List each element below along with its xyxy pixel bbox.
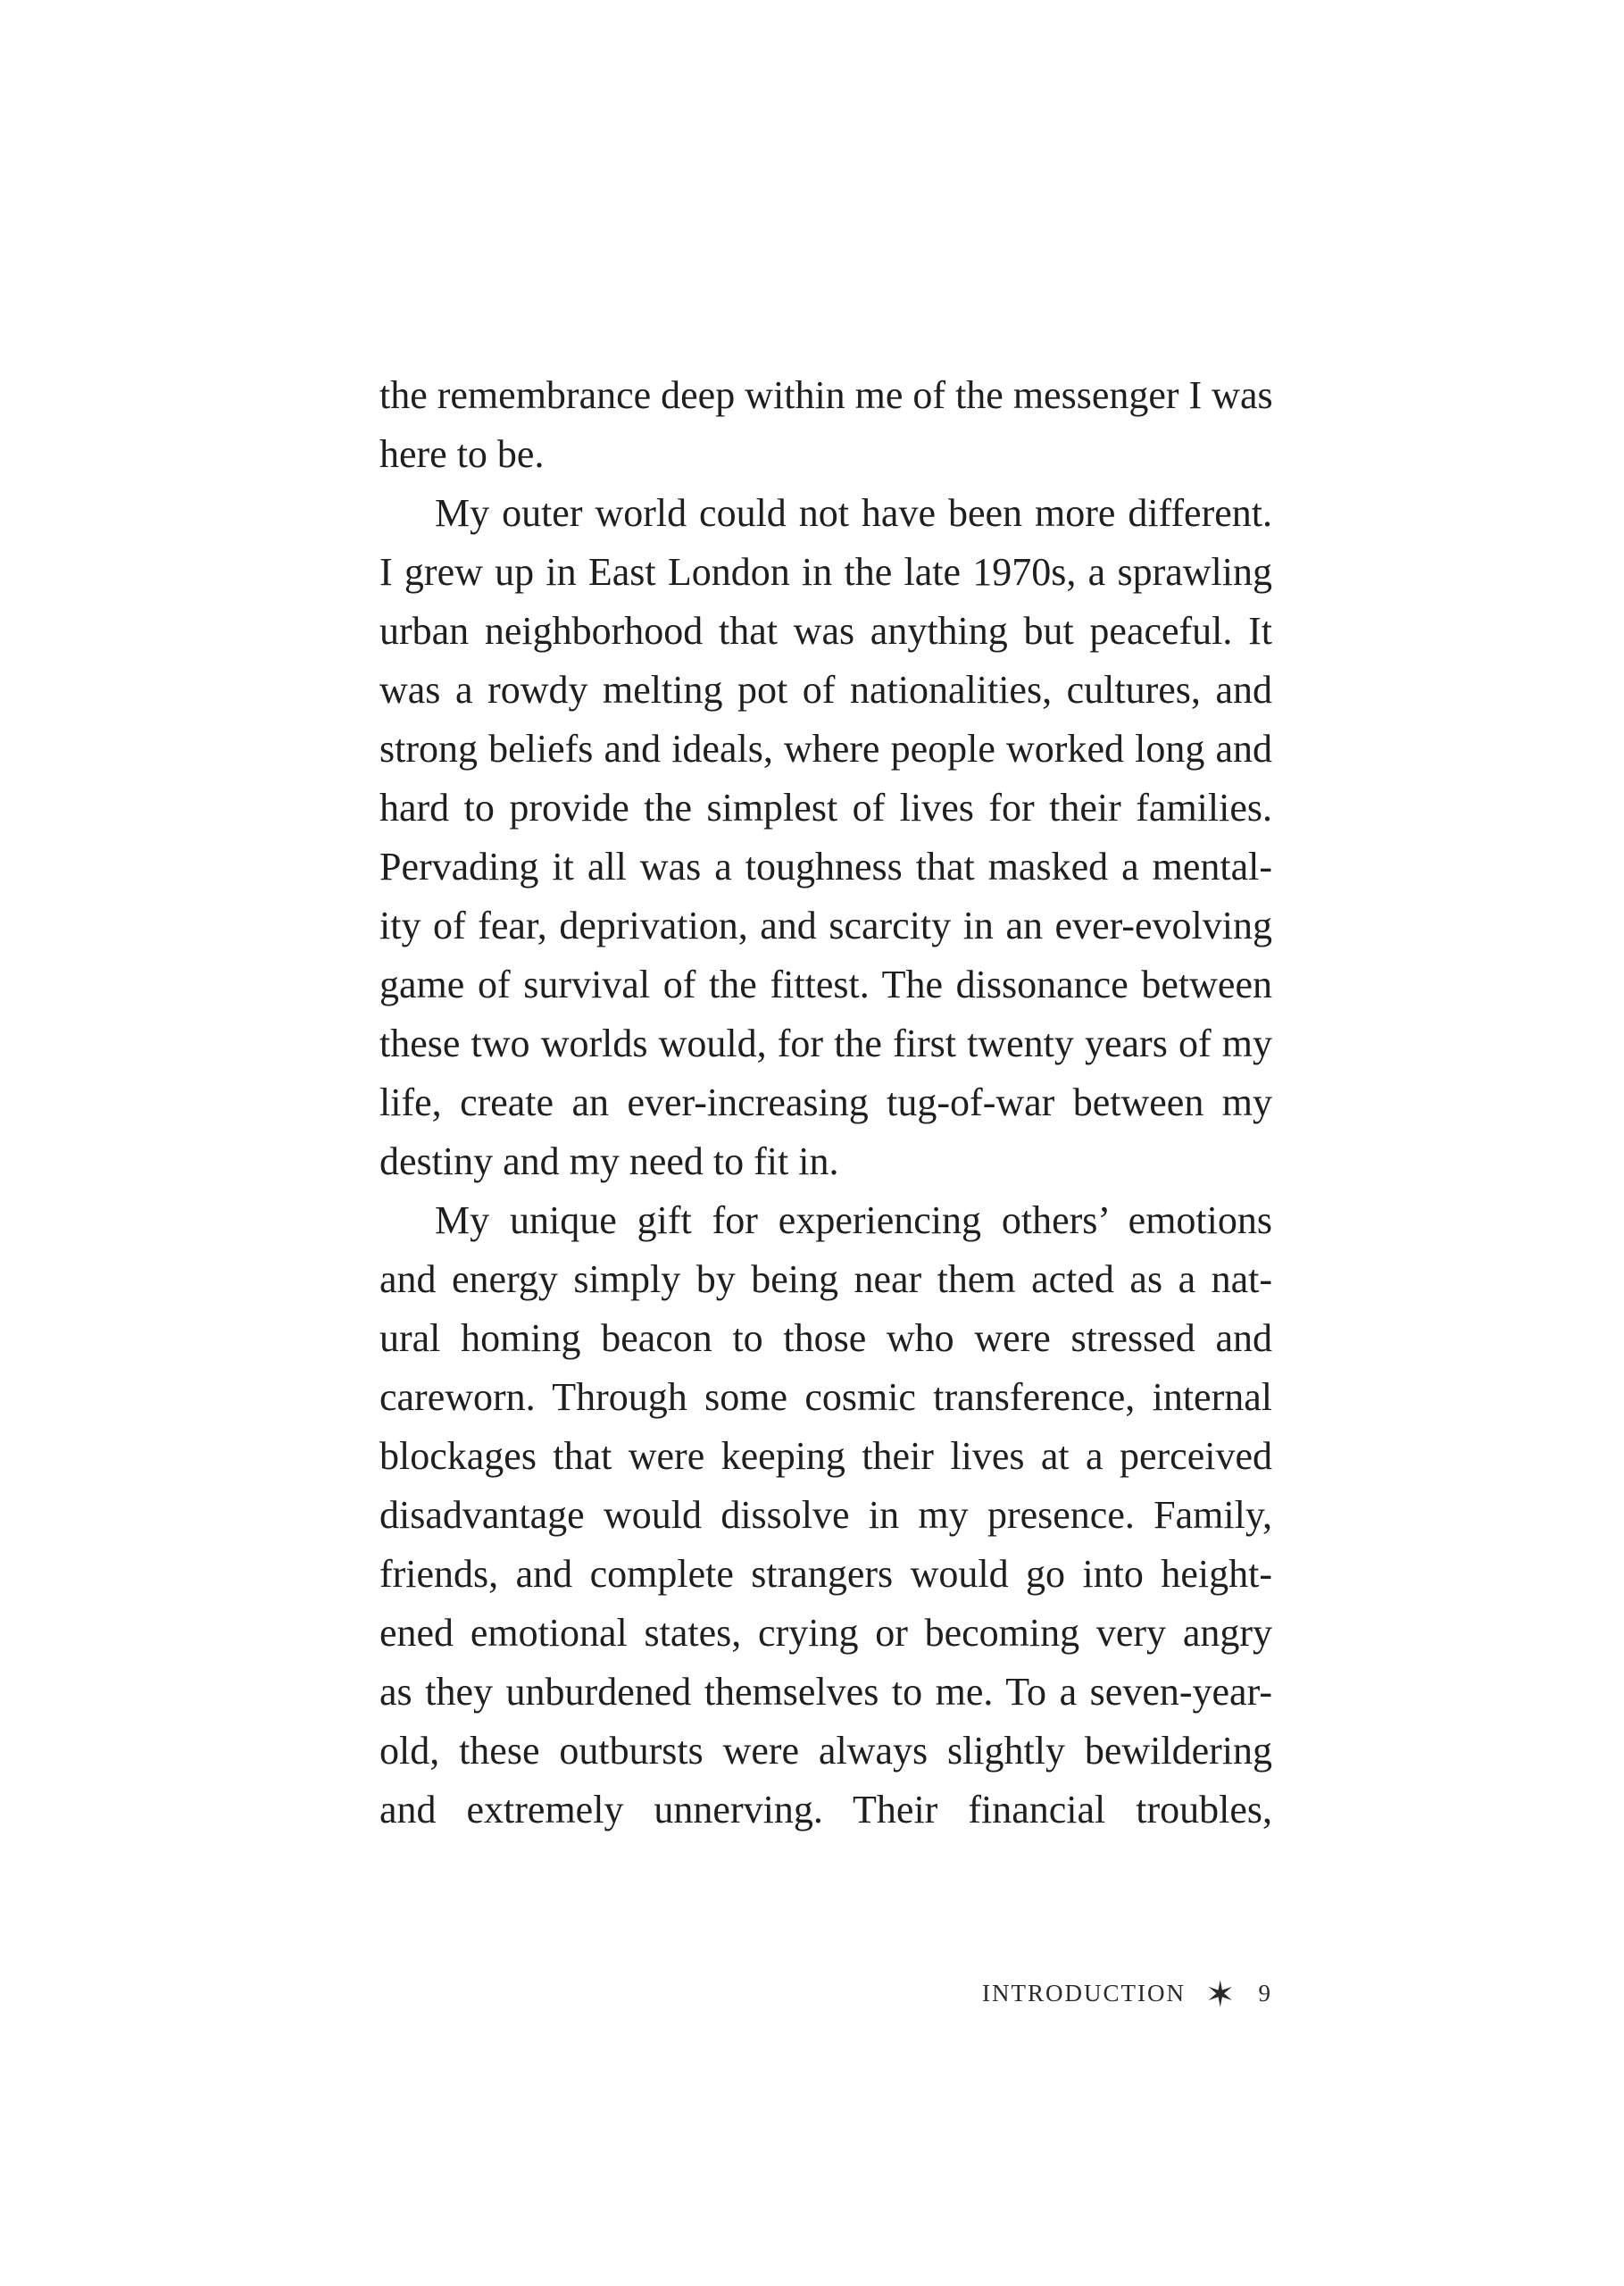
text-line: careworn. Through some cosmic transference, internal xyxy=(379,1375,1272,1419)
star-separator-icon: ✶ xyxy=(1204,1974,1236,2015)
text-line: I grew up in East London in the late 1970s, a sprawling xyxy=(379,550,1272,594)
text-line: game of survival of the fittest. The dissonance between xyxy=(379,963,1272,1006)
text-line: the remembrance deep within me of the messenger I was xyxy=(379,373,1273,417)
body-text xyxy=(379,366,1272,1840)
text-line: My unique gift for experiencing others’ emotions xyxy=(435,1198,1272,1242)
text-line: ened emotional states, crying or becoming very angry xyxy=(379,1611,1272,1655)
text-line: as they unburdened themselves to me. To a seven-year- xyxy=(379,1670,1272,1714)
text-line: Pervading it all was a toughness that masked a mental- xyxy=(379,845,1272,889)
text-line: disadvantage would dissolve in my presence. Family, xyxy=(379,1493,1272,1537)
text-line: hard to provide the simplest of lives for their families. xyxy=(379,786,1272,830)
text-line: old, these outbursts were always slightly bewildering xyxy=(379,1729,1272,1773)
section-title: INTRODUCTION xyxy=(982,1980,1186,2007)
page-number: 9 xyxy=(1258,1980,1272,2007)
text-line: life, create an ever-increasing tug-of-war between my xyxy=(379,1080,1272,1124)
text-line: urban neighborhood that was anything but peaceful. It xyxy=(379,609,1272,653)
text-line: here to be. xyxy=(379,432,545,476)
text-line: ural homing beacon to those who were stressed and xyxy=(379,1316,1272,1360)
text-line: ity of fear, deprivation, and scarcity in an ever-evolving xyxy=(379,904,1272,947)
text-line: blockages that were keeping their lives at a perceived xyxy=(379,1434,1272,1478)
text-line: friends, and complete strangers would go into height- xyxy=(379,1552,1272,1596)
text-line: and extremely unnerving. Their financial troubles, xyxy=(379,1788,1272,1831)
text-line: was a rowdy melting pot of nationalities, cultures, and xyxy=(379,668,1272,712)
text-line: strong beliefs and ideals, where people worked long and xyxy=(379,727,1272,771)
running-footer xyxy=(893,1973,1272,2015)
text-line: these two worlds would, for the first twenty years of my xyxy=(379,1022,1272,1065)
text-line: destiny and my need to fit in. xyxy=(379,1139,839,1183)
text-line: and energy simply by being near them acted as a nat- xyxy=(379,1257,1272,1301)
text-line: My outer world could not have been more different. xyxy=(435,491,1272,535)
